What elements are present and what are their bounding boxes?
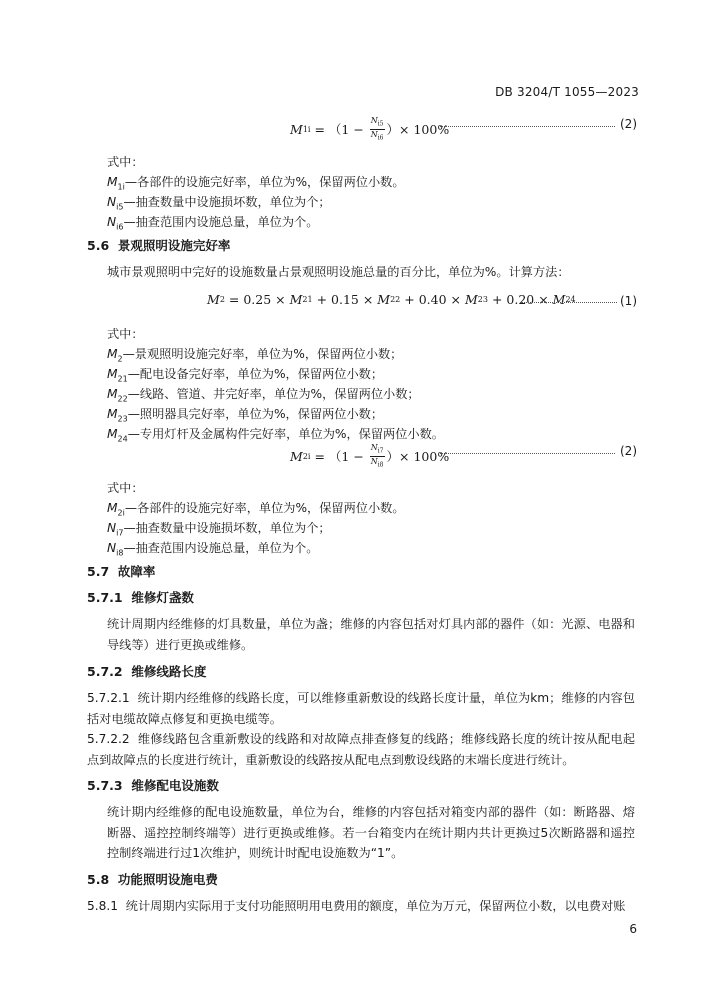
subsection-heading: 5.7.1 维修灯盏数 (87, 590, 194, 605)
where-item: $M_{22}—$线路、管道、井完好率，单位为%，保留两位小数； (107, 387, 420, 404)
where-intro: 式中： (107, 155, 144, 169)
paragraph: 城市景观照明中完好的设施数量占景观照明设施总量的百分比，单位为%。计算方法： (107, 265, 570, 279)
equation-number: (2) (620, 117, 637, 131)
subsection-heading: 5.7.2 维修线路长度 (87, 664, 207, 679)
leader-dots (438, 116, 615, 130)
formula-lhs: M (290, 121, 303, 137)
paragraph: 5.7.2.1 统计期内经维修的线路长度，可以维修重新敷设的线路长度计量，单位为km；维修的内容包括对电缆故障点修复和更换电缆等。 (87, 691, 635, 726)
section-heading: 5.8 功能照明设施电费 (87, 872, 218, 887)
where-item: $N_{i5}—$抽查数量中设施损坏数，单位为个； (107, 195, 331, 212)
where-item: $M_{21}—$配电设备完好率，单位为%，保留两位小数； (107, 367, 384, 384)
formula-m1i: M 1i = （1 − $\frac{N_{i5}}{N_{i6}}$ ）× 100% (290, 116, 450, 142)
section-heading: 5.6 景观照明设施完好率 (87, 238, 231, 253)
leader-dots (521, 292, 617, 306)
fraction: $\frac{N_{i5}}{N_{i6}}$ (370, 116, 384, 142)
where-item: $N_{i8}—$抽查范围内设施总量，单位为个。 (107, 541, 319, 558)
equation-number: (2) (620, 444, 637, 458)
section-heading: 5.7 故障率 (87, 564, 156, 579)
paragraph: 统计期内经维修的配电设施数量，单位为台，维修的内容包括对箱变内部的器件（如：断路器、熔断器、遥控控制终端等）进行更换或维修。若一台箱变内在统计期内共计更换过5次断路器和遥控控制终端进行过1次维护，则统计时配电设施数为“1”。 (107, 805, 635, 860)
where-item: $M_{1i}—$各部件的设施完好率，单位为%，保留两位小数。 (107, 175, 405, 192)
where-item: $M_{24}—$专用灯杆及金属构件完好率，单位为%，保留两位小数。 (107, 427, 444, 444)
page-number: 6 (629, 922, 637, 936)
leader-dots (438, 443, 615, 457)
where-intro: 式中： (107, 327, 144, 341)
where-item: $M_{23}—$照明器具完好率，单位为%，保留两位小数； (107, 407, 384, 424)
where-item: $M_2—$景观照明设施完好率，单位为%，保留两位小数； (107, 347, 403, 364)
formula-m2i: M 2i = （1 − $\frac{N_{i7}}{N_{i8}}$ ）× 100% (290, 443, 450, 469)
paragraph: 5.8.1 统计周期内实际用于支付功能照明用电费用的额度，单位为万元，保留两位小数，以电费对账 (87, 899, 626, 913)
where-item: $N_{i7}—$抽查数量中设施损坏数，单位为个； (107, 521, 331, 538)
formula-m2: M 2 = 0.25 × M 21 + 0.15 × M 22 + 0.40 × M 23 + 0.20 × M 24 (207, 292, 576, 307)
equation-number: (1) (620, 294, 637, 308)
where-item: $N_{i6}—$抽查范围内设施总量，单位为个。 (107, 215, 319, 232)
paragraph: 统计周期内经维修的灯具数量，单位为盏；维修的内容包括对灯具内部的器件（如：光源、电器和导线等）进行更换或维修。 (107, 617, 635, 652)
where-intro: 式中： (107, 481, 144, 495)
paragraph: 5.7.2.2 维修线路包含重新敷设的线路和对故障点排查修复的线路；维修线路长度的统计按从配电起点到故障点的长度进行统计，重新敷设的线路按从配电点到敷设线路的末端长度进行统计。 (87, 732, 636, 767)
fraction: $\frac{N_{i7}}{N_{i8}}$ (370, 443, 384, 469)
where-item: $M_{2i}—$各部件的设施完好率，单位为%，保留两位小数。 (107, 501, 405, 518)
standard-number: DB 3204/T 1055—2023 (495, 85, 639, 99)
subsection-heading: 5.7.3 维修配电设施数 (87, 778, 219, 793)
